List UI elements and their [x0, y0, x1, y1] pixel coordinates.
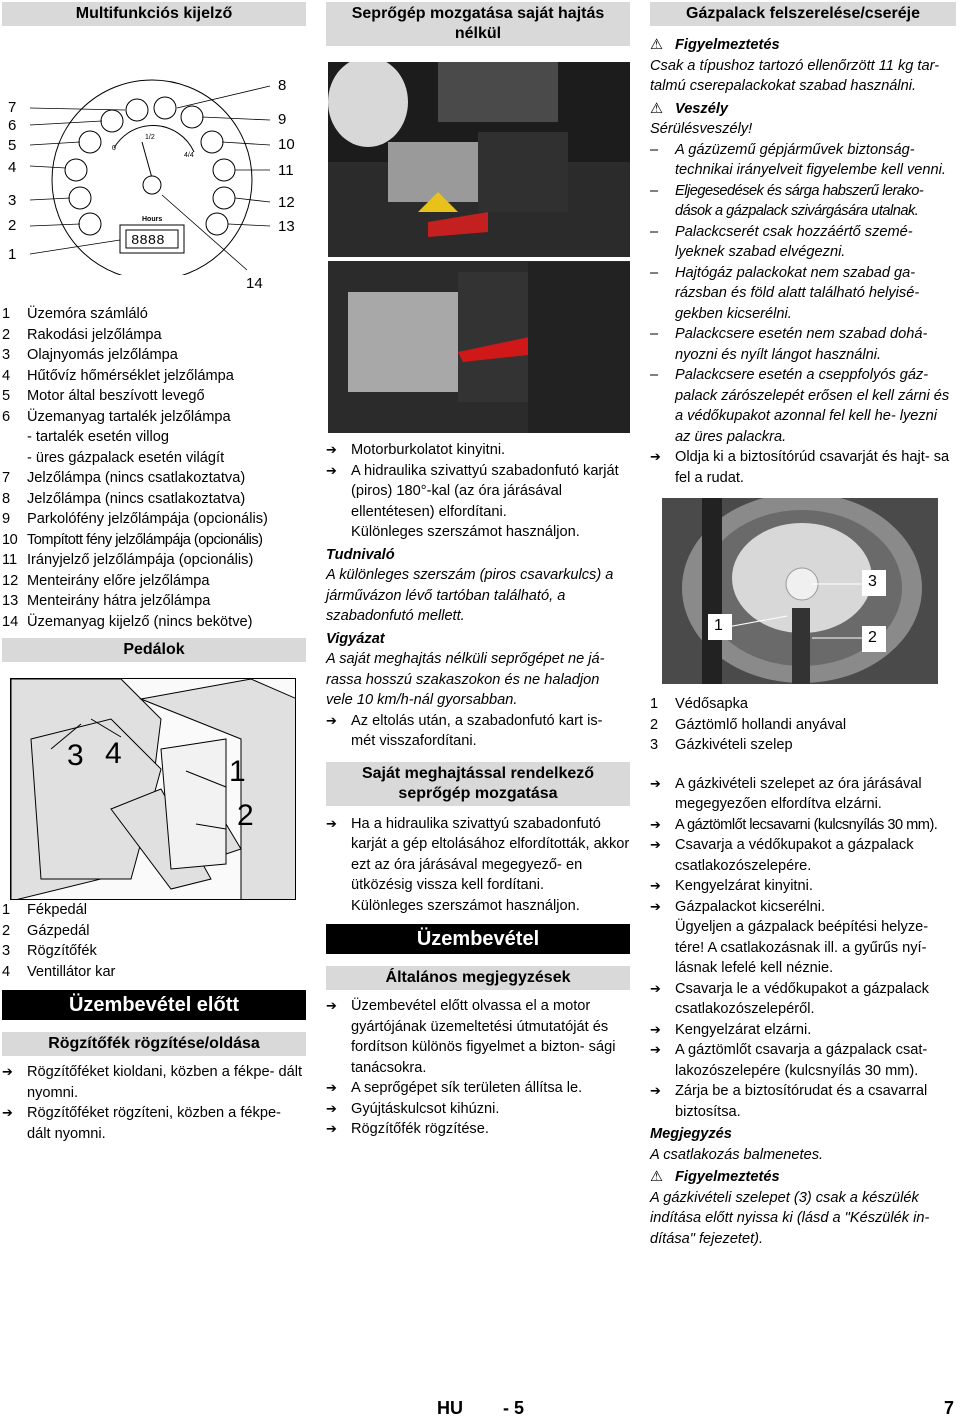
footer-page-number: 7	[944, 1398, 955, 1418]
legend-row: 1 Fékpedál	[2, 902, 88, 918]
legend-row: 11 Irányjelző jelzőlámpája (opcionális)	[2, 552, 254, 568]
general-step: ➔ Gyújtáskulcsot kihúzni.	[326, 1100, 500, 1117]
cylinder-photo	[662, 498, 938, 684]
callout-9: 9	[278, 111, 287, 128]
pushing-step: ➔ A hidraulika szivattyú szabadonfutó karját (piros) 180°-kal (az óra járásával ellentétesen) elfordítani.	[326, 462, 619, 520]
gas-step: ➔ A gáztömlőt csavarja a gázpalack csat- lakozószelepére (kulcsnyílás 30 mm).	[650, 1042, 928, 1079]
pedal-callout-4: 4	[105, 737, 122, 770]
callout-11: 11	[278, 162, 294, 179]
caution-text: A saját meghajtás nélküli seprőgépet ne já- rassa hosszú szakaszokon és ne haladjon vele 10 km/h-nál gyorsabban.	[326, 651, 605, 708]
gas-step: ➔ Zárja be a biztosítórudat és a csavarral biztosítsa.	[650, 1083, 928, 1120]
gauge-hours-label: Hours	[142, 216, 163, 223]
gauge-zero-label: 0	[112, 145, 116, 152]
pushing-step: ➔ Motorburkolatot kinyitni.	[326, 442, 506, 458]
caution-step: ➔ Az eltolás után, a szabadonfutó kart is- mét visszafordítani.	[326, 712, 603, 749]
cyl-callout-2: 2	[868, 629, 877, 646]
legend-row: 5 Motor által beszívott levegő	[2, 388, 205, 404]
danger-item: – Palackcsere esetén a cseppfolyós gáz- palack zárószelepét erősen el kell zárni és a védőkupakot azonnal fel kell he- lyezni az üres palackra.	[650, 367, 950, 445]
callout-5: 5	[8, 137, 17, 154]
warning-triangle-icon: ⚠	[650, 100, 664, 117]
callout-1: 1	[8, 246, 17, 263]
gauge-figure	[2, 30, 306, 292]
danger-label: ⚠ Veszély	[650, 99, 956, 120]
warning-label: ⚠ Figyelmeztetés	[650, 35, 956, 56]
legend-row: 3 Gázkivételi szelep	[650, 737, 793, 753]
legend-row: 7 Jelzőlámpa (nincs csatlakoztatva)	[2, 470, 246, 486]
remark-label: Megjegyzés	[650, 1126, 732, 1142]
danger-text: Sérülésveszély!	[650, 121, 753, 137]
callout-8: 8	[278, 77, 287, 94]
column-left	[2, 2, 306, 1144]
brake-step: ➔ Rögzítőféket rögzíteni, közben a fékpe- dált nyomni.	[2, 1105, 281, 1142]
legend-row: 2 Gáztömlő hollandi anyával	[650, 716, 847, 733]
gas-step: ➔ Gázpalackot kicserélni.	[650, 898, 826, 915]
danger-item: – Palackcserét csak hozzáértő szemé- lyeknek szabad elvégezni.	[650, 223, 913, 260]
gas-step: ➔ Kengyelzárat elzárni.	[650, 1021, 812, 1038]
pedal-callout-3: 3	[67, 739, 84, 772]
legend-row: 3 Rögzítőfék	[2, 943, 97, 959]
gauge-drawing	[2, 30, 306, 275]
pushing-heading: Seprőgép mozgatása saját hajtás nélkül	[326, 2, 630, 46]
powered-heading: Saját meghajtással rendelkező seprőgép mozgatása	[326, 762, 630, 806]
pedal-callout-2: 2	[237, 799, 254, 832]
legend-row: - tartalék esetén villog	[27, 429, 169, 445]
gas-step: ➔ A gázkivételi szelepet az óra járásával megegyezően elfordítva elzárni.	[650, 775, 922, 812]
caution-label: Vigyázat	[326, 630, 385, 647]
gas-step: ➔ Csavarja a védőkupakot a gázpalack csatlakozószelepére.	[650, 837, 914, 874]
pushing-steps	[326, 440, 630, 543]
danger-item: – Hajtógáz palackokat nem szabad ga- rázsban és föld alatt található helyisé- gekben kicserélni.	[650, 264, 920, 322]
general-steps	[326, 996, 630, 1140]
footer-page-ref: - 5	[503, 1398, 525, 1418]
callout-4: 4	[8, 159, 17, 176]
legend-row: 2 Gázpedál	[2, 922, 90, 939]
callout-12: 12	[278, 194, 295, 211]
general-step: ➔ A seprőgépet sík területen állítsa le.	[326, 1080, 583, 1096]
startup-heading: Üzembevétel	[326, 924, 630, 954]
warning-text: Csak a típushoz tartozó ellenőrzött 11 kg tar- talmú cserepalackokat szabad használni.	[650, 57, 940, 94]
gas-steps	[650, 774, 956, 1123]
pedals-heading: Pedálok	[2, 638, 306, 662]
legend-row: 6 Üzemanyag tartalék jelzőlámpa	[2, 408, 231, 425]
legend-row: 3 Olajnyomás jelzőlámpa	[2, 347, 178, 363]
pump-photo	[328, 62, 630, 433]
legend-row: 14 Üzemanyag kijelző (nincs bekötve)	[2, 613, 253, 630]
note-label: Tudnivaló	[326, 546, 395, 563]
legend-row: 9 Parkolófény jelzőlámpája (opcionális)	[2, 511, 268, 527]
gas-step: ➔ A gáztömlőt lecsavarni (kulcsnyílás 30 mm).	[650, 816, 938, 833]
warning-triangle-icon: ⚠	[650, 37, 664, 53]
callout-6: 6	[8, 117, 17, 134]
brake-steps	[2, 1062, 306, 1144]
warning2-label: ⚠ Figyelmeztetés	[650, 1167, 956, 1188]
legend-row: 12 Menteirány előre jelzőlámpa	[2, 572, 210, 589]
danger-item: – A gázüzemű gépjárművek biztonság- technikai irányelveit figyelembe kell venni.	[650, 141, 946, 178]
pedal-callout-1: 1	[229, 755, 246, 788]
legend-row: - üres gázpalack esetén világít	[27, 449, 225, 466]
callout-3: 3	[8, 192, 17, 209]
danger-item: – Palackcsere esetén nem szabad dohá- nyozni és nyílt lángot használni.	[650, 326, 928, 363]
callout-13: 13	[278, 218, 295, 235]
legend-row: 1 Védősapka	[650, 696, 749, 712]
danger-list	[650, 140, 956, 448]
display-heading: Multifunkciós kijelző	[2, 2, 306, 26]
note-text: A különleges szerszám (piros csavarkulcs) a járművázon lévő tartóban található, a szabadonfutó mellett.	[326, 567, 614, 624]
brake-step: ➔ Rögzítőféket kioldani, közben a fékpe- dált nyomni.	[2, 1064, 303, 1101]
pump-photo-drawing	[328, 62, 630, 433]
display-legend	[2, 304, 306, 632]
legend-row: 1 Üzemóra számláló	[2, 306, 148, 322]
rod-step: ➔ Oldja ki a biztosítórúd csavarját és hajt- sa fel a rudat.	[650, 449, 950, 486]
column-middle	[326, 2, 630, 1140]
legend-row: 13 Menteirány hátra jelzőlámpa	[2, 593, 211, 609]
callout-10: 10	[278, 136, 295, 153]
pedals-drawing	[11, 679, 296, 900]
gas-heading: Gázpalack felszerelése/cseréje	[650, 2, 956, 26]
powered-step: ➔ Ha a hidraulika szivattyú szabadonfutó karját a gép eltolásához elfordították, akkor ezt az óra járásával megegyező- en ütközésig vissza kell fordítani.	[326, 815, 630, 893]
pedals-legend	[2, 900, 306, 982]
cylinder-photo-drawing	[662, 498, 938, 684]
pedals-figure	[10, 678, 296, 900]
legend-row: 4 Hűtővíz hőmérséklet jelzőlámpa	[2, 367, 234, 384]
cylinder-legend	[650, 694, 956, 756]
cyl-callout-3: 3	[868, 573, 877, 590]
warning-triangle-icon: ⚠	[650, 1169, 664, 1185]
callout-7: 7	[8, 99, 17, 116]
gas-step: ➔ Kengyelzárat kinyitni.	[650, 878, 813, 894]
brake-heading: Rögzítőfék rögzítése/oldása	[2, 1032, 306, 1056]
column-right	[650, 2, 956, 1249]
warning2-text: A gázkivételi szelepet (3) csak a készülék indítása előtt nyissa ki (lásd a "Készülék in- dítása" fejezetet).	[650, 1189, 930, 1247]
cyl-callout-1: 1	[714, 617, 723, 634]
danger-item: – Eljegesedések és sárga habszerű lerako- dások a gázpalack szivárgására utalnak.	[650, 182, 924, 219]
gas-steps-note: Ügyeljen a gázpalack beépítési helyze- tére! A csatlakozásnak ill. a gyűrűs nyí- lásnak lefelé kell néznie.	[675, 919, 929, 976]
gauge-half-label: 1/2	[145, 134, 155, 141]
before-use-heading: Üzembevétel előtt	[2, 990, 306, 1020]
powered-note: Különleges szerszámot használjon.	[351, 897, 580, 914]
legend-row: 2 Rakodási jelzőlámpa	[2, 326, 162, 343]
gas-step: ➔ Csavarja le a védőkupakot a gázpalack csatlakozószelepéről.	[650, 980, 929, 1017]
gauge-full-label: 4/4	[184, 152, 194, 159]
callout-2: 2	[8, 217, 17, 234]
pushing-step-note: Különleges szerszámot használjon.	[351, 524, 580, 540]
general-heading: Általános megjegyzések	[326, 966, 630, 990]
footer-lang: HU	[437, 1398, 463, 1418]
gauge-lcd-value: 8888	[131, 233, 165, 249]
legend-row: 8 Jelzőlámpa (nincs csatlakoztatva)	[2, 490, 246, 507]
general-step: ➔ Rögzítőfék rögzítése.	[326, 1121, 489, 1137]
callout-14: 14	[246, 275, 263, 292]
legend-row: 4 Ventillátor kar	[2, 963, 116, 980]
remark-text: A csatlakozás balmenetes.	[650, 1146, 824, 1163]
general-step: ➔ Üzembevétel előtt olvassa el a motor gyártójának üzemeltetési útmutatóját és fordítson különös figyelmet a bizton- sági tanácsokra.	[326, 998, 616, 1076]
legend-row: 10 Tompított fény jelzőlámpája (opcionális)	[2, 531, 263, 548]
